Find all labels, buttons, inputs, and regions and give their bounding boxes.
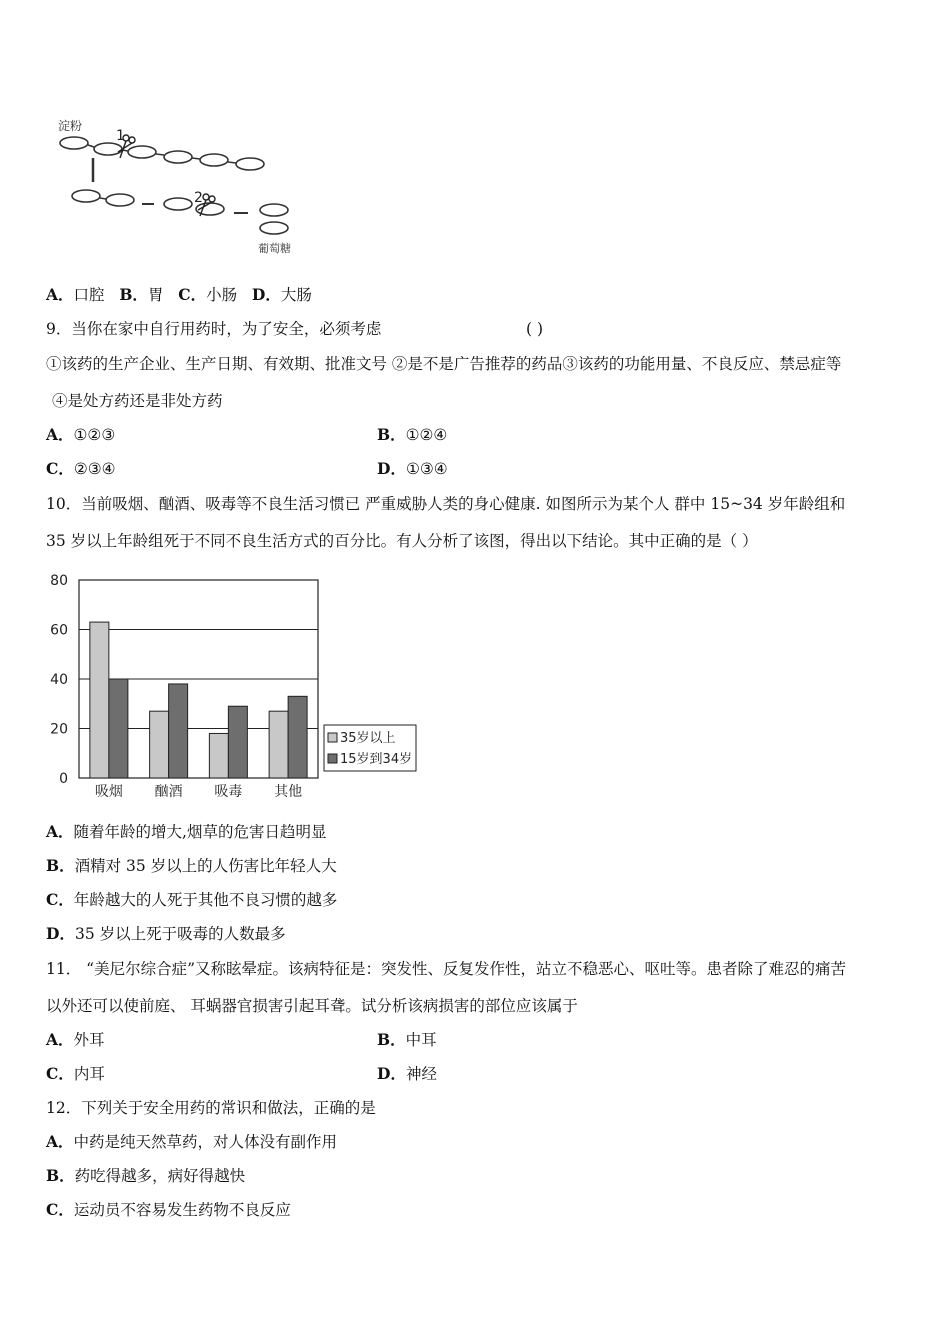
bar-0-3 xyxy=(269,711,288,778)
glucose-unit xyxy=(260,204,288,216)
q10-stem-line2: 35 岁以上年龄组死于不同不良生活方式的百分比。有人分析了该图，得出以下结论。其中正确的是（ ） xyxy=(46,532,758,550)
q9-opt-d-letter: D． xyxy=(377,459,406,478)
q10-opt-b: 酒精对 35 岁以上的人伤害比年轻人大 xyxy=(74,857,337,875)
glucose-unit xyxy=(200,154,228,166)
q11-opt-c: 内耳 xyxy=(73,1065,105,1083)
q12-opt-c-letter: C． xyxy=(46,1200,74,1219)
q8-opt-c: 小肠 xyxy=(206,286,238,304)
bar-1-0 xyxy=(109,679,128,778)
q11-opt-a-row xyxy=(46,1030,105,1050)
q11-opt-b-letter: B． xyxy=(377,1030,406,1049)
q9-items-line2: ④是处方药还是非处方药 xyxy=(52,392,223,410)
legend-label: 35岁以上 xyxy=(340,731,396,746)
glucose-unit xyxy=(128,146,156,158)
glucose-unit xyxy=(106,194,134,206)
q11-opt-b: 中耳 xyxy=(405,1031,437,1049)
q10-opt-c-letter: C． xyxy=(46,890,74,909)
q10-opt-d: 35 岁以上死于吸毒的人数最多 xyxy=(74,925,286,943)
glucose-unit xyxy=(236,158,264,170)
q11-stem-line2: 以外还可以使前庭、 耳蜗器官损害引起耳聋。试分析该病损害的部位应该属于 xyxy=(46,997,578,1015)
y-tick-label: 80 xyxy=(50,573,68,589)
step-1-label: 1 xyxy=(116,128,125,144)
bar-chart xyxy=(40,568,430,808)
bar-0-1 xyxy=(150,711,169,778)
q8-opt-d: 大肠 xyxy=(280,286,312,304)
x-tick-label: 吸毒 xyxy=(214,784,243,800)
bar-1-1 xyxy=(169,684,188,778)
q9-opt-c-letter: C． xyxy=(46,459,74,478)
y-tick-label: 20 xyxy=(50,721,68,738)
starch-digestion-diagram xyxy=(50,112,310,262)
q9-items-line1: ①该药的生产企业、生产日期、有效期、批准文号 ②是不是广告推荐的药品③该药的功能用量、不良反应、禁忌症等 xyxy=(46,355,842,373)
q9-paren: ( ) xyxy=(526,320,544,338)
q11-opt-c-row xyxy=(46,1064,105,1084)
q11-opt-c-letter: C． xyxy=(46,1064,74,1083)
glucose-label: 葡萄糖 xyxy=(258,242,291,255)
q9-opt-b-row xyxy=(377,425,447,445)
q8-opt-c-letter: C． xyxy=(178,285,207,304)
q11-opt-d-letter: D． xyxy=(377,1064,406,1083)
q10-opt-c: 年龄越大的人死于其他不良习惯的越多 xyxy=(73,891,338,909)
bar-1-2 xyxy=(228,706,247,778)
glucose-unit xyxy=(94,143,122,155)
q9-opt-a-letter: A． xyxy=(46,425,74,444)
q10-opt-a-row xyxy=(46,822,326,842)
glucose-unit xyxy=(164,151,192,163)
q9-opt-c-row xyxy=(46,459,116,479)
glucose-unit xyxy=(164,198,192,210)
x-tick-label: 其他 xyxy=(274,784,303,800)
q12-opt-b: 药吃得越多，病好得越快 xyxy=(74,1167,246,1185)
q11-opt-a: 外耳 xyxy=(73,1031,105,1049)
y-tick-label: 0 xyxy=(59,771,68,787)
q11-opt-b-row xyxy=(377,1030,437,1050)
q8-opt-a-letter: A． xyxy=(46,285,74,304)
q8-opt-b-letter: B． xyxy=(119,285,148,304)
q10-opt-a-letter: A． xyxy=(46,822,74,841)
q11-opt-d: 神经 xyxy=(405,1065,437,1083)
q12-opt-a-letter: A． xyxy=(46,1132,74,1151)
q12-opt-c: 运动员不容易发生药物不良反应 xyxy=(73,1201,291,1219)
q12-opt-b-letter: B． xyxy=(46,1166,75,1185)
q10-stem-line1: 10．当前吸烟、酗酒、吸毒等不良生活习惯已 严重威胁人类的身心健康. 如图所示为某个人 群中 15~34 岁年龄组和 xyxy=(46,495,846,513)
glucose-unit xyxy=(260,222,288,234)
q10-opt-d-row xyxy=(46,924,286,944)
q10-opt-a: 随着年龄的增大,烟草的危害日趋明显 xyxy=(73,823,327,841)
q11-opt-a-letter: A． xyxy=(46,1030,74,1049)
q12-stem: 12．下列关于安全用药的常识和做法，正确的是 xyxy=(46,1099,376,1117)
starch-label: 淀粉 xyxy=(58,119,83,133)
y-tick-label: 60 xyxy=(50,622,68,639)
q8-opt-d-letter: D． xyxy=(251,285,281,304)
q9-stem: 9．当你在家中自行用药时，为了安全，必须考虑 xyxy=(46,320,382,338)
q8-opt-a: 口腔 xyxy=(73,286,105,304)
legend-swatch xyxy=(328,754,337,763)
x-tick-label: 酗酒 xyxy=(154,784,183,800)
q10-opt-b-row xyxy=(46,856,337,876)
legend-swatch xyxy=(328,733,337,742)
q9-opt-d: ①③④ xyxy=(405,460,448,478)
step-2-label: 2 xyxy=(194,190,203,206)
q9-opt-b: ①②④ xyxy=(405,426,448,444)
bar-0-2 xyxy=(209,733,228,778)
q9-opt-d-row xyxy=(377,459,448,479)
q9-opt-b-letter: B． xyxy=(377,425,406,444)
glucose-unit xyxy=(72,190,100,202)
q9-opt-c: ②③④ xyxy=(73,460,116,478)
y-tick-label: 40 xyxy=(50,672,68,688)
q12-opt-b-row xyxy=(46,1166,245,1186)
legend-label: 15岁到34岁 xyxy=(340,752,413,767)
q9-opt-a-row xyxy=(46,425,115,445)
q10-opt-b-letter: B． xyxy=(46,856,75,875)
bar-1-3 xyxy=(288,696,307,778)
q8-options xyxy=(46,285,312,305)
q10-opt-c-row xyxy=(46,890,337,910)
bar-0-0 xyxy=(90,622,109,778)
glucose-unit xyxy=(60,137,88,149)
x-tick-label: 吸烟 xyxy=(94,784,123,800)
q11-stem-line1: 11． “美尼尔综合症”又称眩晕症。该病特征是：突发性、反复发作性，站立不稳恶心、呕吐等。患者除了难忍的痛苦 xyxy=(46,960,847,978)
q12-opt-c-row xyxy=(46,1200,291,1220)
q12-opt-a-row xyxy=(46,1132,337,1152)
q9-opt-a: ①②③ xyxy=(73,426,116,444)
q8-opt-b: 胃 xyxy=(147,286,164,304)
q12-opt-a: 中药是纯天然草药，对人体没有副作用 xyxy=(73,1133,338,1151)
q11-opt-d-row xyxy=(377,1064,437,1084)
q10-opt-d-letter: D． xyxy=(46,924,75,943)
